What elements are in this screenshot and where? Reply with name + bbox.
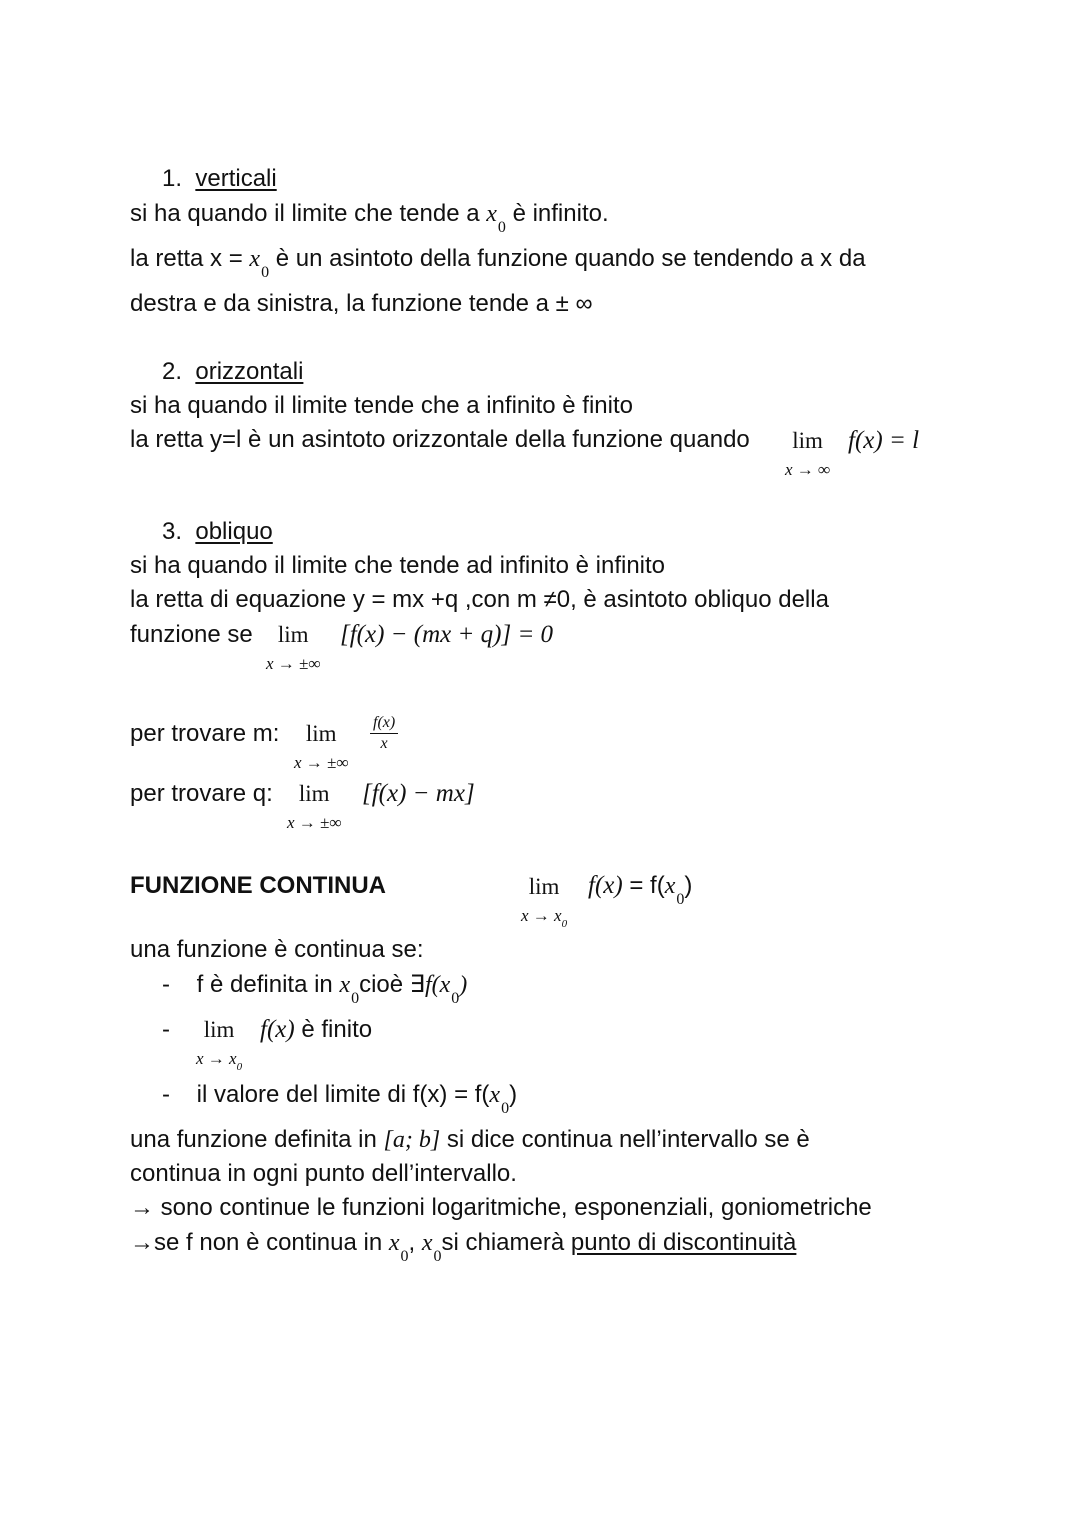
math-fx: f(x): [588, 872, 623, 899]
lim-subscript-text: x → x: [196, 1049, 237, 1068]
paragraph: la retta y=l è un asintoto orizzontale della funzione quando: [130, 426, 750, 453]
math-fx: f(x): [260, 1016, 295, 1043]
math-expression: f(x) = l: [848, 427, 920, 454]
bullet-item: [162, 971, 468, 1007]
subscript: 0: [676, 891, 685, 908]
lim-subscript: [196, 1049, 243, 1073]
section-heading: FUNZIONE CONTINUA: [130, 872, 386, 899]
limit-operator: [287, 781, 342, 833]
paragraph: una funzione è continua se:: [130, 936, 424, 963]
paragraph: [130, 1128, 810, 1152]
text: si chiamerà: [441, 1229, 565, 1256]
list-number: 3.: [162, 518, 183, 545]
text: è infinito.: [512, 200, 609, 227]
subscript: 0: [497, 219, 506, 236]
text: →se f non è continua in: [130, 1229, 383, 1256]
math-paren: ): [509, 1081, 518, 1108]
limit-operator: [785, 428, 830, 480]
paragraph: destra e da sinistra, la funzione tende a ± ∞: [130, 290, 593, 317]
bullet-item: [162, 1018, 170, 1042]
lim-word: lim: [528, 874, 560, 899]
math-expression: [260, 1017, 372, 1042]
bullet-dash: -: [162, 1081, 170, 1108]
lim-subscript-text: x → x: [521, 906, 562, 925]
bullet-dash: -: [162, 971, 170, 998]
text: è finito: [301, 1016, 373, 1043]
fraction-numerator: f(x): [370, 714, 398, 734]
heading-title: orizzontali: [195, 358, 304, 385]
bullet-dash: -: [162, 1016, 170, 1043]
fraction-denominator: x: [380, 735, 388, 752]
text: è un asintoto della funzione quando se tendendo a x da: [275, 245, 866, 272]
subscript: 0: [351, 990, 360, 1007]
math-var: x: [489, 1082, 501, 1108]
math-expression: f(x: [424, 972, 451, 998]
lim-subscript: x → ±∞: [287, 813, 342, 832]
bullet-item: [162, 1081, 518, 1117]
subscript: 0: [400, 1248, 409, 1265]
math-expression: [f(x) − (mx + q)] = 0: [340, 621, 554, 648]
heading-verticali: [162, 167, 277, 191]
limit-operator: [266, 622, 321, 674]
paragraph: si ha quando il limite che tende ad infinito è infinito: [130, 552, 666, 579]
math-paren: ): [684, 872, 693, 899]
limit-operator: [196, 1017, 243, 1073]
paragraph: [130, 245, 866, 281]
limit-operator: [521, 874, 568, 930]
math-var: x: [339, 972, 351, 998]
lim-word: lim: [305, 721, 337, 746]
paragraph: si ha quando il limite tende che a infinito è finito: [130, 392, 633, 419]
lim-word: lim: [792, 428, 823, 453]
text: il valore del limite di f(x) = f(: [196, 1081, 490, 1108]
math-var: x: [249, 246, 261, 272]
fraction: [370, 714, 398, 753]
paragraph: → sono continue le funzioni logaritmiche, esponenziali, goniometriche: [130, 1194, 872, 1221]
list-number: 1.: [162, 165, 183, 192]
text: la retta x =: [130, 245, 243, 272]
paragraph: continua in ogni punto dell’intervallo.: [130, 1160, 517, 1187]
paragraph: [130, 200, 609, 236]
subscript: 0: [433, 1248, 442, 1265]
subscript: 0: [561, 918, 568, 930]
limit-operator: [294, 721, 349, 773]
subscript: 0: [261, 264, 270, 281]
text: f è definita in: [196, 971, 333, 998]
lim-subscript: x → ±∞: [294, 753, 349, 772]
text: ,: [408, 1229, 416, 1256]
lim-subscript: x → ∞: [785, 460, 831, 479]
paragraph: per trovare m:: [130, 720, 280, 747]
paragraph: per trovare q:: [130, 780, 273, 807]
heading-title: verticali: [195, 165, 277, 192]
lim-word: lim: [298, 781, 330, 806]
subscript: 0: [236, 1061, 243, 1073]
underlined-term: punto di discontinuità: [570, 1229, 797, 1256]
text: si ha quando il limite che tende a: [130, 200, 480, 227]
math-interval: [a; b]: [383, 1127, 441, 1153]
heading-obliquo: [162, 520, 273, 544]
math-var: x: [421, 1230, 433, 1256]
list-number: 2.: [162, 358, 183, 385]
heading-orizzontali: [162, 360, 303, 384]
math-var: x: [486, 201, 497, 227]
lim-subscript: [521, 906, 568, 930]
math-expression: [f(x) − mx]: [362, 780, 475, 807]
text: cioè ∃: [359, 971, 425, 998]
subscript: 0: [451, 990, 460, 1007]
math-paren: ): [459, 972, 468, 998]
lim-word: lim: [203, 1017, 235, 1042]
subscript: 0: [501, 1100, 510, 1117]
math-var: x: [664, 873, 676, 899]
text: una funzione definita in: [130, 1126, 377, 1153]
math-expression: [588, 872, 693, 908]
heading-title: obliquo: [195, 518, 273, 545]
lim-subscript: x → ±∞: [266, 654, 321, 673]
paragraph: la retta di equazione y = mx +q ,con m ≠0, è asintoto obliquo della: [130, 586, 829, 613]
paragraph: [130, 1229, 797, 1265]
lim-word: lim: [277, 622, 309, 647]
text: si dice continua nell’intervallo se è: [446, 1126, 810, 1153]
paragraph: funzione se: [130, 621, 253, 648]
math-var: x: [388, 1230, 400, 1256]
math-equals: = f(: [622, 872, 665, 899]
